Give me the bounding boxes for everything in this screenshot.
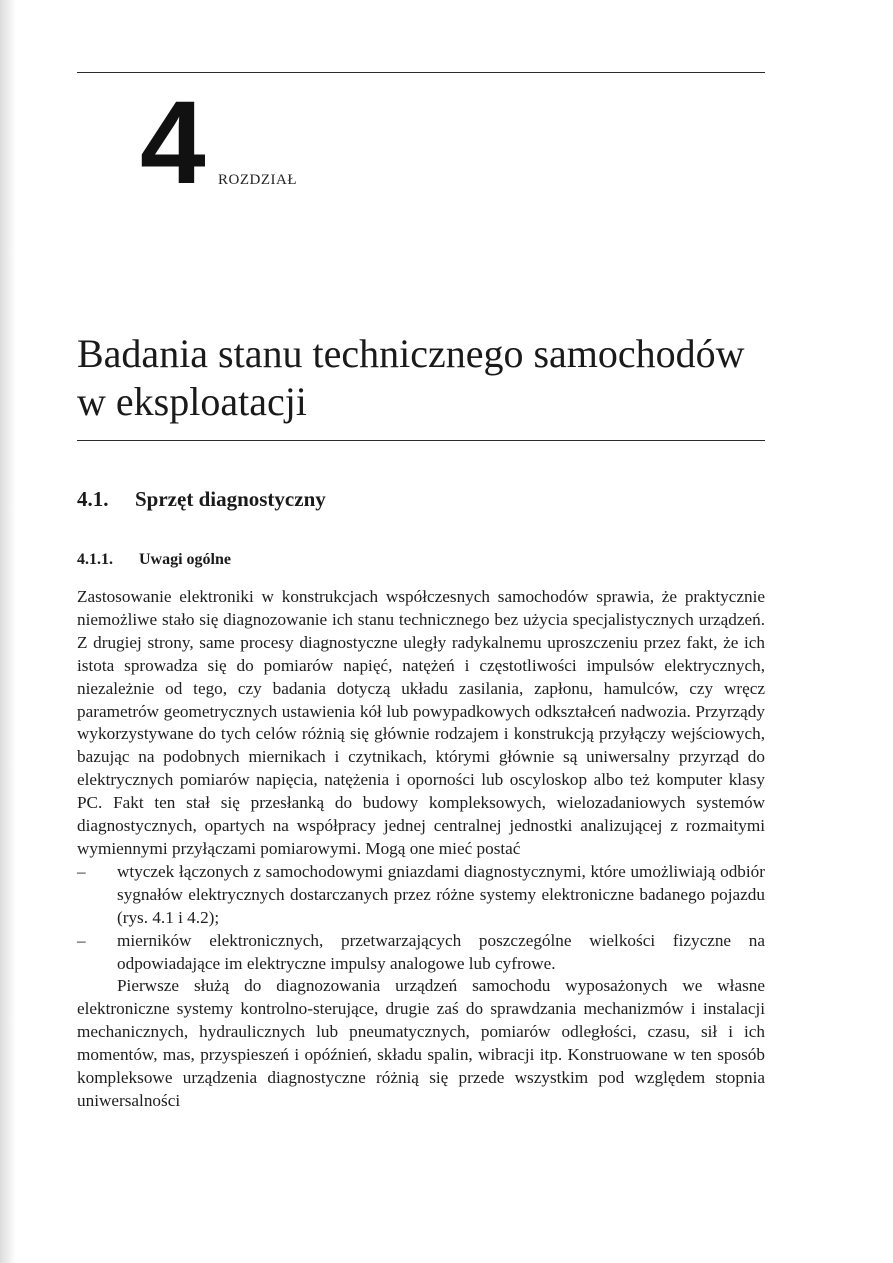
bullet-list xyxy=(77,861,765,976)
dash-marker: – xyxy=(77,930,86,950)
paragraph: Zastosowanie elektroniki w konstrukcjach współczesnych samochodów sprawia, że praktycznie niemożliwe stało się diagnozowanie ich stanu technicznego bez użycia specjalistycznych urządzeń. Z drugiej strony, same procesy diagnostyczne uległy radykalnemu uproszczeniu przez fakt, że ich istota sprowadza się do pomiarów napięć, natężeń i częstotliwości impulsów elektrycznych, niezależnie od tego, czy badania dotyczą układu zasilania, zapłonu, hamulców, czy wręcz parametrów geometrycznych ustawienia kół lub powypadkowych odkształceń nadwozia. Przyrządy wykorzystywane do tych celów różnią się głównie rodzajem i konstrukcją przyłączy wejściowych, bazując na podobnych miernikach i czytnikach, którymi głównie są uniwersalny przyrząd do elektrycznych pomiarów napięcia, natężenia i oporności lub oscyloskop albo też komputer klasy PC. Fakt ten stał się przesłanką do budowy kompleksowych, wielozadaniowych systemów diagnostycznych, opartych na współpracy jednej centralnej jednostki analizującej z rozmaitymi wymiennymi przyłączami pomiarowymi. Mogą one mieć postać xyxy=(77,587,765,858)
dash-marker: – xyxy=(77,861,86,881)
section-number: 4.1. xyxy=(77,487,109,511)
paragraph: Pierwsze służą do diagnozowania urządzeń samochodu wyposażonych we własne elektroniczne systemy kontrolno-sterujące, drugie zaś do sprawdzania mechanizmów i instalacji mechanicznych, hydraulicznych lub pneumatycznych, pomiarów odległości, czasu, sił i ich momentów, mas, przyspieszeń i opóźnień, składu spalin, wibracji itp. Konstruowane w ten sposób kompleksowe urządzenia diagnostyczne różnią się przede wszystkim pod względem stopnia uniwersalności xyxy=(77,976,765,1110)
list-item-text: mierników elektronicznych, przetwarzających poszczególne wielkości fizyczne na odpowiadające im elektryczne impulsy analogowe lub cyfrowe. xyxy=(117,930,765,973)
list-item xyxy=(77,861,765,930)
subsection-title: Uwagi ogólne xyxy=(139,551,231,568)
title-rule xyxy=(77,440,765,441)
body-text xyxy=(77,586,765,1113)
list-item xyxy=(77,930,765,976)
subsection-heading xyxy=(77,551,231,569)
section-heading xyxy=(77,487,326,512)
chapter-title: Badania stanu technicznego samochodów w eksploatacji xyxy=(77,331,745,424)
list-item-text: wtyczek łączonych z samochodowymi gniazdami diagnostycznymi, które umożliwiają odbiór sygnałów elektrycznych dostarczanych przez różne systemy elektroniczne badanego pojazdu (rys. 4.1 i 4.2); xyxy=(117,861,765,927)
section-title: Sprzęt diagnostyczny xyxy=(135,487,326,511)
top-rule xyxy=(77,72,765,73)
scan-edge-shadow xyxy=(0,0,16,1263)
subsection-number: 4.1.1. xyxy=(77,551,113,568)
chapter-label: ROZDZIAŁ xyxy=(218,172,297,188)
chapter-number: 4 xyxy=(140,77,204,209)
